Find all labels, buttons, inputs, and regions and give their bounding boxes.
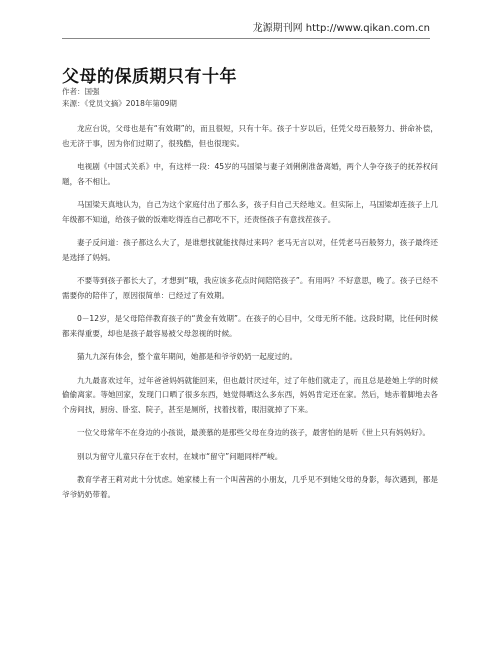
paragraph: 一位父母常年不在身边的小孩说，最羡慕的是那些父母在身边的孩子，最害怕的是听《世上只有妈妈好》。 [77, 428, 431, 437]
paragraph: 九九最喜欢过年，过年爸爸妈妈就能回来，但也最讨厌过年，过了年他们就走了，而且总是趁她上学的时候偷偷离家。等她回家，发现门口晒了很多东西，她觉得晒这么多东西，妈妈肯定还在家。然后，她赤着脚地去各个房间找，厨房、卧室、院子，甚至是厕所，找着找着，眼泪就掉了下来。 [62, 375, 438, 414]
paragraph: 别以为留守儿童只存在于农村，在城市“留守”问题同样严峻。 [77, 451, 283, 461]
article-source: 来源：《党员文摘》2018年第09期 [62, 99, 177, 108]
paragraph: 猫九九深有体会，整个童年期间，她都是和爷爷奶奶一起度过的。 [77, 352, 298, 361]
article-body [62, 122, 438, 511]
paragraph: 0－12岁，是父母陪伴教育孩子的“黄金有效期”。在孩子的心目中，父母无所不能。这段时期，比任何时候都来得重要，却也是孩子最容易被父母忽视的时候。 [62, 314, 438, 338]
article-title: 父母的保质期只有十年 [62, 67, 237, 87]
journal-header [62, 22, 430, 39]
site-url[interactable]: 龙源期刊网 http://www.qikan.com.cn [252, 23, 430, 34]
paragraph: 教育学者王莉对此十分忧虑。她家楼上有一个叫茜茜的小朋友，几乎见不到她父母的身影，每次遇到，都是爷爷奶奶带着。 [62, 475, 438, 499]
article-author: 作者：国强 [62, 87, 100, 96]
paragraph: 电视剧《中国式关系》中，有这样一段：45岁的马国梁与妻子刘俐俐准备离婚，两个人争夺孩子的抚养权问题，各不相让。 [62, 162, 438, 186]
paragraph: 龙应台说，父母也是有“有效期”的，而且很短，只有十年。孩子十岁以后，任凭父母百般努力、拼命补偿，也无济于事，因为你们过期了，很残酷，但也很现实。 [62, 124, 438, 148]
paragraph: 不要等到孩子都长大了，才想到“哦，我应该多花点时间陪陪孩子”。有用吗？不好意思，晚了。孩子已经不需要你的陪伴了，原因很简单：已经过了有效期。 [62, 276, 438, 300]
paragraph: 妻子反问道：孩子都这么大了，是谁想找就能找得过来吗？老马无言以对，任凭老马百般努力，孩子最终还是选择了妈妈。 [62, 238, 438, 262]
paragraph: 马国梁天真地认为，自己为这个家庭付出了那么多，孩子归自己天经地义。但实际上，马国梁却连孩子上几年级都不知道，给孩子做的饭难吃得连自己都吃不下，还责怪孩子有意找茬孩子。 [62, 200, 438, 224]
